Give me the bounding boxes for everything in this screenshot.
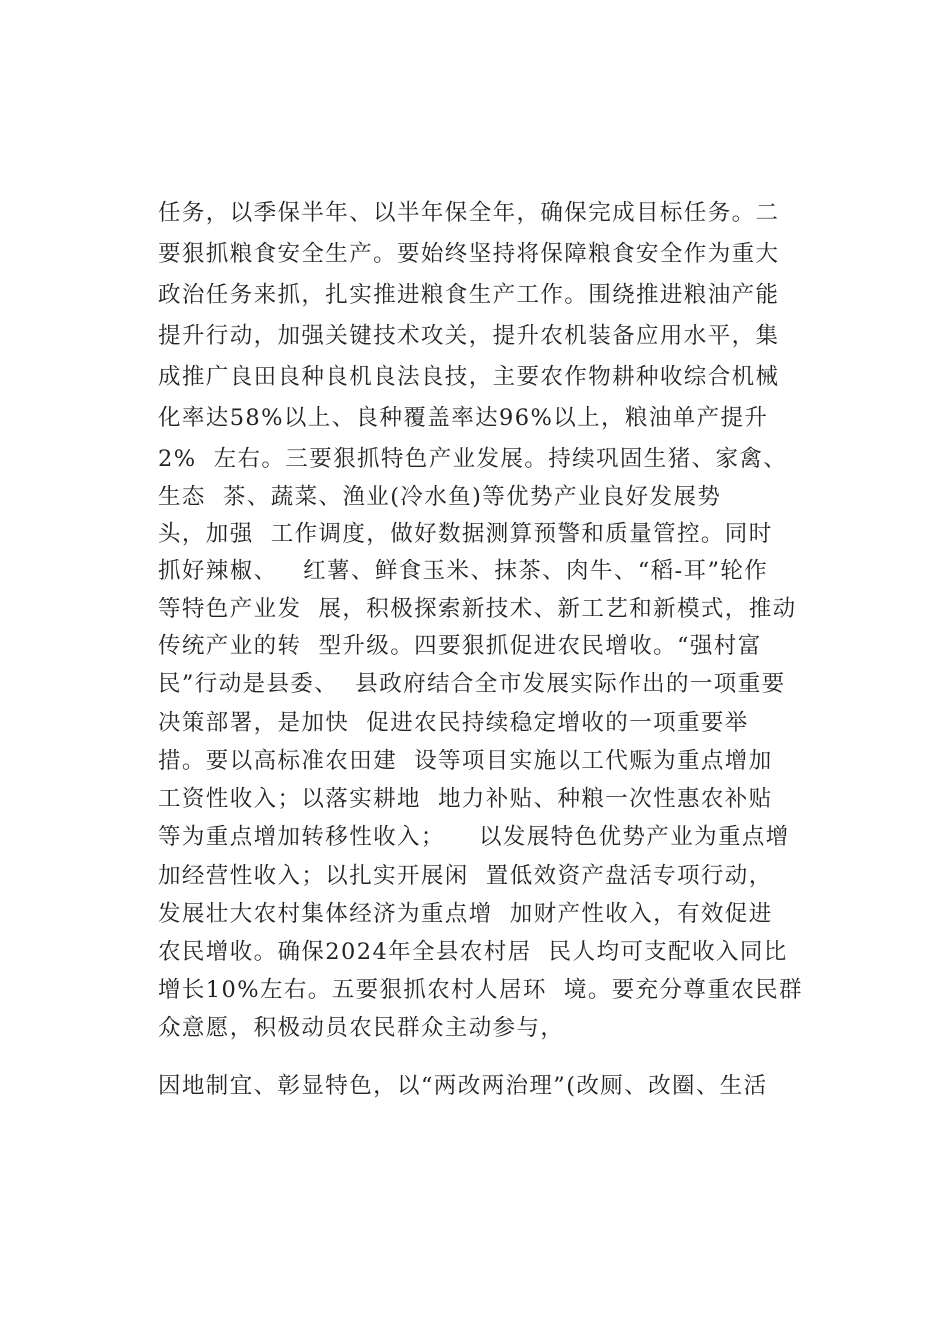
text-line: 农民增收。确保2024年全县农村居 民人均可支配收入同比 bbox=[158, 939, 788, 965]
text-line: 提升行动，加强关键技术攻关，提升农机装备应用水平，集 bbox=[158, 323, 780, 349]
text-line: 增长10%左右。五要狠抓农村人居环 境。要充分尊重农民群 bbox=[158, 977, 803, 1003]
text-line: 政治任务来抓，扎实推进粮食生产工作。围绕推进粮油产能 bbox=[158, 282, 780, 308]
text-line: 抓好辣椒、 红薯、鲜食玉米、抹茶、肉牛、“稻-耳”轮作 bbox=[158, 558, 769, 584]
text-line: 因地制宜、彰显特色，以“两改两治理”(改厕、改圈、生活 bbox=[158, 1073, 768, 1099]
text-line: 众意愿，积极动员农民群众主动参与， bbox=[158, 1015, 565, 1041]
text-line: 头，加强 工作调度，做好数据测算预警和质量管控。同时 bbox=[158, 521, 773, 547]
text-line: 措。要以高标准农田建 设等项目实施以工代赈为重点增加 bbox=[158, 748, 773, 774]
text-line: 决策部署，是加快 促进农民持续稳定增收的一项重要举 bbox=[158, 710, 749, 736]
text-line: 要狠抓粮食安全生产。要始终坚持将保障粮食安全作为重大 bbox=[158, 241, 780, 267]
text-line: 传统产业的转 型升级。四要狠抓促进农民增收。“强村富 bbox=[158, 633, 762, 659]
text-line: 生态 茶、蔬菜、渔业(冷水鱼)等优势产业良好发展势 bbox=[158, 484, 722, 510]
text-line: 任务，以季保半年、以半年保全年，确保完成目标任务。二 bbox=[158, 200, 780, 226]
text-line: 等为重点增加转移性收入； 以发展特色优势产业为重点增 bbox=[158, 824, 790, 850]
text-line: 民”行动是县委、 县政府结合全市发展实际作出的一项重要 bbox=[158, 671, 786, 697]
text-line: 2% 左右。三要狠抓特色产业发展。持续巩固生猪、家禽、 bbox=[158, 446, 788, 472]
text-line: 加经营性收入；以扎实开展闲 置低效资产盘活专项行动， bbox=[158, 863, 773, 889]
text-line: 等特色产业发 展，积极探索新技术、新工艺和新模式，推动 bbox=[158, 596, 797, 622]
text-line: 发展壮大农村集体经济为重点增 加财产性收入，有效促进 bbox=[158, 901, 773, 927]
text-line: 化率达58%以上、良种覆盖率达96%以上，粮油单产提升 bbox=[158, 405, 769, 431]
text-line: 成推广良田良种良机良法良技，主要农作物耕种收综合机械 bbox=[158, 364, 780, 390]
text-line: 工资性收入；以落实耕地 地力补贴、种粮一次性惠农补贴 bbox=[158, 786, 773, 812]
